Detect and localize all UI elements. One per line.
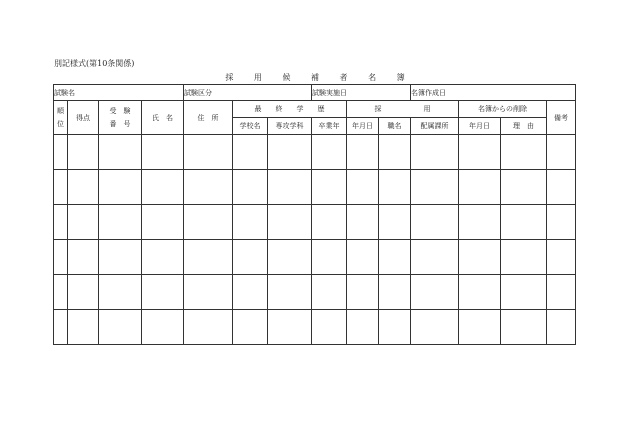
title-char: 者: [339, 73, 348, 82]
data-rows: [54, 135, 576, 345]
table-cell[interactable]: [411, 310, 459, 345]
table-cell[interactable]: [547, 205, 576, 240]
title-char: 候: [282, 73, 291, 82]
exam-number-header: [99, 101, 142, 135]
score-header: 得点: [68, 101, 99, 135]
school-header: 学校名: [233, 118, 268, 135]
table-cell[interactable]: [459, 205, 501, 240]
table-cell[interactable]: [99, 135, 142, 170]
title-char: 用: [253, 73, 262, 82]
table-cell[interactable]: [184, 275, 233, 310]
table-cell[interactable]: [312, 135, 347, 170]
table-cell[interactable]: [547, 170, 576, 205]
table-cell[interactable]: [501, 135, 547, 170]
table-cell[interactable]: [347, 310, 379, 345]
table-cell[interactable]: [312, 275, 347, 310]
table-cell[interactable]: [68, 240, 99, 275]
table-cell[interactable]: [54, 310, 68, 345]
grad-year-header: 卒業年: [312, 118, 347, 135]
address-header: 住 所: [184, 101, 233, 135]
exam-number-header-line: 番 号: [109, 119, 131, 128]
table-cell[interactable]: [68, 170, 99, 205]
table-cell[interactable]: [68, 310, 99, 345]
document-title: [0, 72, 630, 83]
title-char: 補: [311, 73, 319, 82]
table-cell[interactable]: [233, 205, 268, 240]
title-char: 簿: [396, 73, 405, 82]
table-cell[interactable]: [142, 205, 184, 240]
exam-date-field[interactable]: 試験実施日: [312, 85, 411, 101]
table-cell[interactable]: [547, 310, 576, 345]
table-row: [54, 205, 576, 240]
table-cell[interactable]: [501, 240, 547, 275]
education-header: 最 終 学 歴: [233, 101, 347, 118]
table-cell[interactable]: [54, 205, 68, 240]
register-date-field[interactable]: 名簿作成日: [411, 85, 576, 101]
rank-header-char: 位: [57, 119, 64, 128]
table-cell[interactable]: [379, 170, 411, 205]
table-cell[interactable]: [379, 205, 411, 240]
table-cell[interactable]: [379, 275, 411, 310]
table-cell[interactable]: [142, 275, 184, 310]
table-cell[interactable]: [411, 275, 459, 310]
table-cell[interactable]: [501, 310, 547, 345]
table-cell[interactable]: [233, 275, 268, 310]
table-cell[interactable]: [347, 170, 379, 205]
table-cell[interactable]: [99, 310, 142, 345]
exam-number-header-line: 受 験: [109, 106, 131, 115]
table-cell[interactable]: [379, 310, 411, 345]
table-cell[interactable]: [54, 135, 68, 170]
table-cell[interactable]: [54, 170, 68, 205]
table-cell[interactable]: [268, 170, 312, 205]
table-cell[interactable]: [347, 135, 379, 170]
table-cell[interactable]: [501, 205, 547, 240]
table-cell[interactable]: [233, 170, 268, 205]
title-char: 名: [368, 73, 377, 82]
table-cell[interactable]: [411, 135, 459, 170]
table-cell[interactable]: [68, 205, 99, 240]
table-cell[interactable]: [411, 170, 459, 205]
table-cell[interactable]: [184, 170, 233, 205]
table-cell[interactable]: [459, 170, 501, 205]
employment-date-header: 年月日: [347, 118, 379, 135]
table-cell[interactable]: [68, 275, 99, 310]
table-cell[interactable]: [99, 205, 142, 240]
removal-header: 名簿からの削除: [459, 101, 547, 118]
table-cell[interactable]: [379, 135, 411, 170]
table-cell[interactable]: [547, 135, 576, 170]
table-cell[interactable]: [142, 310, 184, 345]
exam-category-field[interactable]: 試験区分: [184, 85, 312, 101]
title-char: 採: [225, 73, 234, 82]
table-row: [54, 275, 576, 310]
form-reference: 別記様式(第10条関係): [54, 59, 135, 68]
table-cell[interactable]: [312, 240, 347, 275]
table-cell[interactable]: [459, 275, 501, 310]
table-cell[interactable]: [233, 310, 268, 345]
table-cell[interactable]: [312, 205, 347, 240]
table-cell[interactable]: [501, 275, 547, 310]
table-row: [54, 170, 576, 205]
table-cell[interactable]: [411, 240, 459, 275]
table-cell[interactable]: [312, 170, 347, 205]
table-cell[interactable]: [268, 310, 312, 345]
major-header: 専攻学科: [268, 118, 312, 135]
table-cell[interactable]: [184, 135, 233, 170]
table-cell[interactable]: [184, 205, 233, 240]
table-cell[interactable]: [268, 240, 312, 275]
table-cell[interactable]: [459, 135, 501, 170]
table-cell[interactable]: [312, 310, 347, 345]
table-cell[interactable]: [99, 170, 142, 205]
table-cell[interactable]: [68, 135, 99, 170]
table-cell[interactable]: [233, 240, 268, 275]
table-cell[interactable]: [459, 310, 501, 345]
table-cell[interactable]: [268, 135, 312, 170]
employment-header: 採 用: [347, 101, 459, 118]
table-cell[interactable]: [54, 240, 68, 275]
table-cell[interactable]: [142, 135, 184, 170]
table-row: [54, 310, 576, 345]
info-row: [54, 85, 576, 101]
name-header: 氏 名: [142, 101, 184, 135]
candidate-register-table: [53, 84, 576, 345]
table-cell[interactable]: [233, 135, 268, 170]
position-header: 職名: [379, 118, 411, 135]
remarks-header: 備考: [547, 101, 576, 135]
table-cell[interactable]: [268, 205, 312, 240]
header-row-1: [54, 101, 576, 118]
table-cell[interactable]: [459, 240, 501, 275]
table-cell[interactable]: [142, 170, 184, 205]
exam-name-field[interactable]: 試験名: [54, 85, 184, 101]
department-header: 配属課所: [411, 118, 459, 135]
table-cell[interactable]: [347, 275, 379, 310]
table-cell[interactable]: [411, 205, 459, 240]
table-row: [54, 135, 576, 170]
table-cell[interactable]: [347, 240, 379, 275]
table-cell[interactable]: [99, 240, 142, 275]
table-cell[interactable]: [547, 275, 576, 310]
table-cell[interactable]: [142, 240, 184, 275]
table-cell[interactable]: [347, 205, 379, 240]
table-cell[interactable]: [184, 240, 233, 275]
table-cell[interactable]: [501, 170, 547, 205]
rank-header-char: 順: [57, 106, 64, 115]
removal-reason-header: 理 由: [501, 118, 547, 135]
table-cell[interactable]: [54, 275, 68, 310]
table-cell[interactable]: [184, 310, 233, 345]
removal-date-header: 年月日: [459, 118, 501, 135]
table-cell[interactable]: [547, 240, 576, 275]
table-row: [54, 240, 576, 275]
rank-header: [54, 101, 68, 135]
table-cell[interactable]: [379, 240, 411, 275]
table-cell[interactable]: [99, 275, 142, 310]
table-cell[interactable]: [268, 275, 312, 310]
